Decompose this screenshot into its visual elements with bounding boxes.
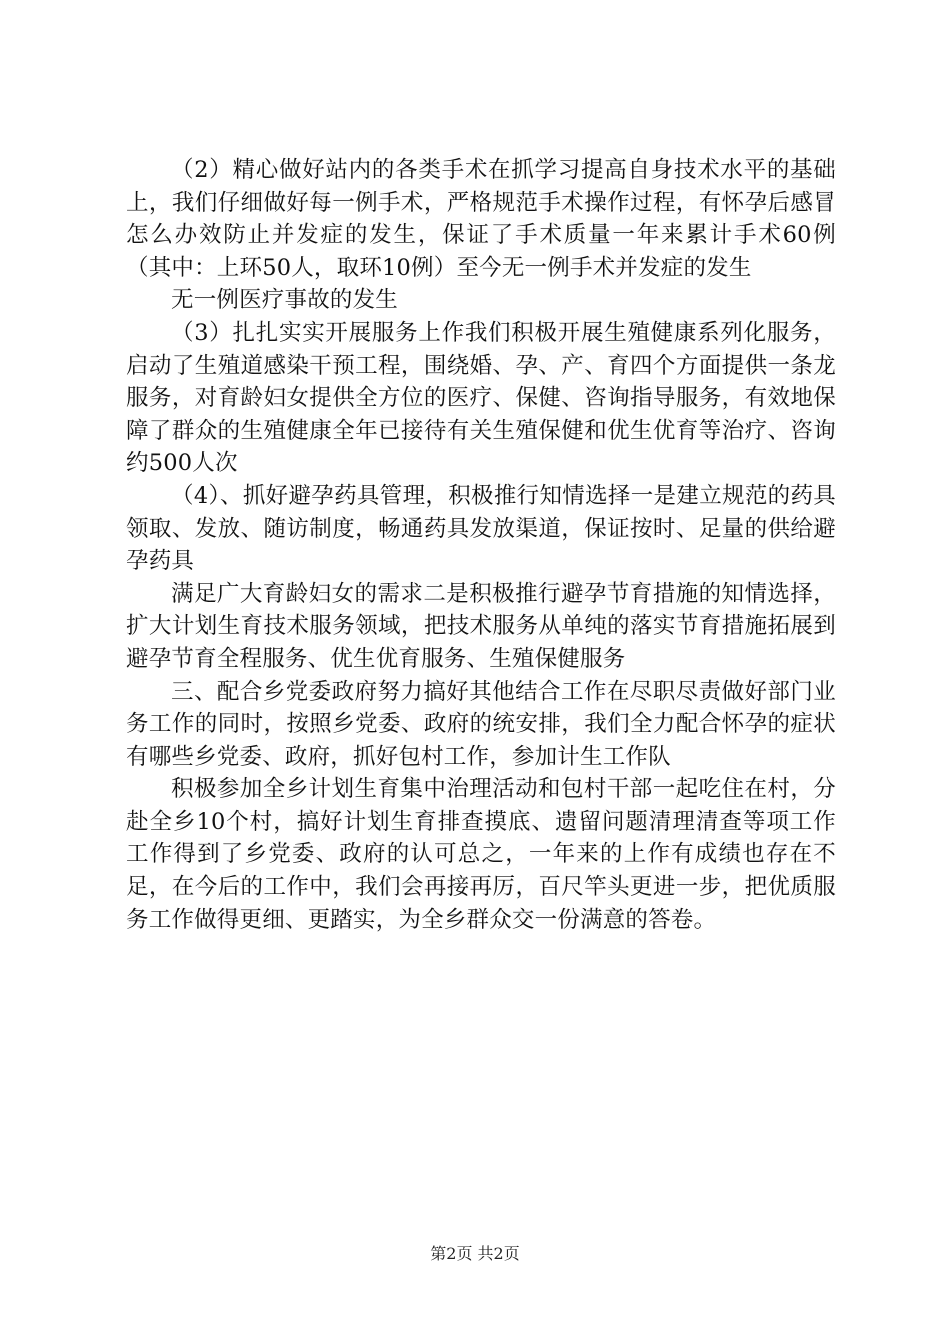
paragraph-cooperation: 三、配合乡党委政府努力搞好其他结合工作在尽职尽责做好部门业务工作的同时，按照乡党委、政府的统安排，我们全力配合怀孕的症状有哪些乡党委、政府，抓好包村工作，参加计生工作队 [126, 678, 836, 770]
paragraph-surgery: （2）精心做好站内的各类手术在抓学习提高自身技术水平的基础上，我们仔细做好每一例手术，严格规范手术操作过程，有怀孕后感冒怎么办效防止并发症的发生，保证了手术质量一年来累计手术60例（其中：上环50人，取环10例）至今无一例手术并发症的发生 [126, 157, 836, 281]
paragraph-no-accident: 无一例医疗事故的发生 [171, 287, 399, 314]
document-body [126, 154, 836, 936]
paragraph-conclusion: 积极参加全乡计划生育集中治理活动和包村干部一起吃住在村，分赴全乡10个村，搞好计划生育排查摸底、遗留问题清理清查等项工作工作得到了乡党委、政府的认可总之，一年来的上作有成绩也存在不足，在今后的工作中，我们会再接再厉，百尺竿头更进一步，把优质服务工作做得更细、更踏实，为全乡群众交一份满意的答卷。 [126, 776, 836, 933]
page-number-footer: 第2页 共2页 [430, 1244, 520, 1263]
paragraph-informed-choice: 满足广大育龄妇女的需求二是积极推行避孕节育措施的知情选择，扩大计划生育技术服务领域，把技术服务从单纯的落实节育措施拓展到避孕节育全程服务、优生优育服务、生殖保健服务 [126, 580, 836, 672]
paragraph-contraceptive-management: （4）、抓好避孕药具管理，积极推行知情选择一是建立规范的药具领取、发放、随访制度，畅通药具发放渠道，保证按时、足量的供给避孕药具 [126, 482, 836, 575]
paragraph-reproductive-health: （3）扎扎实实开展服务上作我们积极开展生殖健康系列化服务，启动了生殖道感染干预工程，围绕婚、孕、产、育四个方面提供一条龙服务，对育龄妇女提供全方位的医疗、保健、咨询指导服务，有效地保障了群众的生殖健康全年已接待有关生殖保健和优生优育等治疗、咨询约500人次 [126, 319, 836, 477]
